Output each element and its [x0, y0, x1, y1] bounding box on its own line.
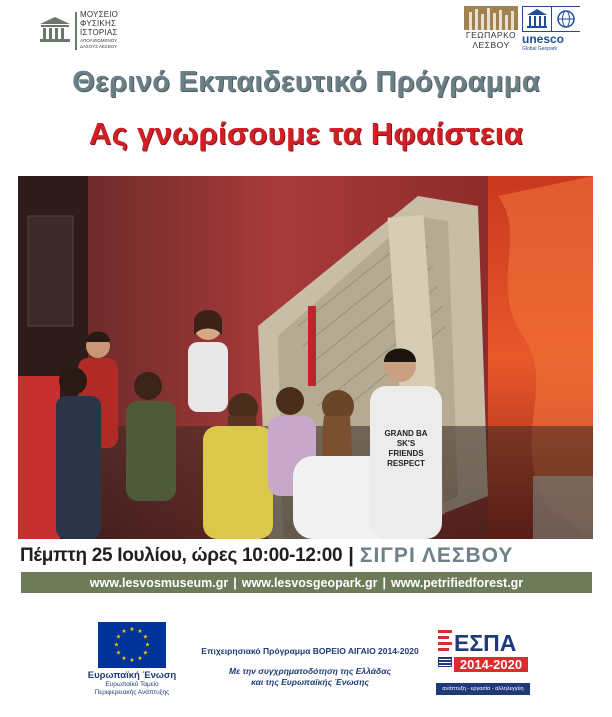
museum-name [80, 10, 118, 37]
museum-logo [38, 10, 158, 54]
geopark-name-line: ΓΕΩΠΑΡΚΟ [465, 30, 517, 40]
cofunding-statement [180, 666, 440, 688]
svg-text:★: ★ [129, 657, 135, 664]
unesco-badge [522, 6, 580, 32]
operational-program-block [180, 646, 440, 688]
program-subtitle: Ας γνωρίσουμε τα Ηφαίστεια [88, 116, 524, 151]
event-details [20, 543, 595, 569]
svg-text:★: ★ [142, 633, 149, 641]
svg-text:★: ★ [115, 633, 122, 641]
shirt-text-1: GRAND BA [384, 429, 428, 438]
museum-name-line: ΦΥΣΙΚΗΣ [80, 19, 117, 28]
eu-flag-icon [98, 622, 166, 668]
event-date-time: Πέμπτη 25 Ιουλίου, ώρες 10:00-12:00 [20, 545, 343, 566]
svg-text:★: ★ [137, 628, 143, 635]
geopark-name-line: ΛΕΣΒΟΥ [472, 40, 510, 50]
event-separator: | [348, 544, 354, 567]
websites-bar [21, 572, 592, 593]
espa-name: ΕΣΠΑ [454, 630, 517, 656]
eu-fund-line: Ευρωπαϊκό Ταμείο [105, 681, 159, 688]
museum-logo-divider [75, 12, 77, 50]
event-photo [18, 176, 593, 539]
espa-logo [436, 624, 532, 695]
website-separator: | [233, 575, 237, 590]
unesco-name: unesco [522, 32, 565, 46]
museum-subtitle [80, 38, 117, 49]
eu-fund-line: Περιφερειακής Ανάπτυξης [94, 689, 170, 696]
cofunding-line: Με την συγχρηματοδότηση της Ελλάδας [228, 666, 392, 676]
website-separator: | [382, 575, 386, 590]
shirt-text-2: SK'S [396, 439, 416, 448]
geopark-trees-icon [464, 6, 518, 30]
svg-text:★: ★ [144, 641, 151, 649]
museum-visit-photo [18, 176, 593, 539]
museum-name-line: ΜΟΥΣΕΙΟ [80, 10, 119, 19]
unesco-logo [522, 6, 580, 54]
svg-text:★: ★ [129, 626, 135, 633]
espa-years: 2014-2020 [459, 657, 523, 672]
svg-text:★: ★ [113, 641, 120, 649]
eu-name: Ευρωπαϊκή Ένωση [87, 670, 177, 681]
geopark-logo [464, 6, 518, 54]
website-link-museum[interactable]: www.lesvosmuseum.gr [89, 575, 229, 590]
svg-text:★: ★ [121, 628, 127, 635]
espa-logo-graphic [436, 624, 530, 678]
program-title: Θερινό Εκπαιδευτικό Πρόγραμμα [72, 66, 540, 98]
eu-logo-block [82, 622, 182, 697]
museum-building-icon [38, 16, 72, 42]
event-location: ΣΙΓΡΙ ΛΕΣΒΟΥ [359, 544, 514, 567]
svg-text:★: ★ [115, 649, 122, 657]
unesco-temple-icon [523, 7, 551, 31]
cofunding-line: και της Ευρωπαϊκής Ένωσης [251, 677, 369, 687]
svg-text:★: ★ [142, 649, 149, 657]
unesco-subtitle: Global Geopark [522, 46, 558, 52]
espa-tagline: ανάπτυξη - εργασία - αλληλεγγύη [436, 683, 530, 695]
shirt-text-4: RESPECT [387, 459, 425, 468]
museum-sub-line: ΔΑΣΟΥΣ ΛΕΣΒΟΥ [80, 43, 118, 49]
geopark-globe-icon [551, 7, 580, 31]
website-link-geopark[interactable]: www.lesvosgeopark.gr [241, 575, 378, 590]
museum-name-line: ΙΣΤΟΡΙΑΣ [80, 28, 118, 37]
museum-sub-line: ΑΠΟΛΙΘΩΜΕΝΟΥ [80, 38, 118, 43]
shirt-text-3: FRIENDS [388, 449, 424, 458]
eu-fund [82, 681, 182, 697]
website-link-petrified-forest[interactable]: www.petrifiedforest.gr [390, 575, 524, 590]
operational-program-name: Επιχειρησιακό Πρόγραμμα ΒΟΡΕΙΟ ΑΙΓΑΙΟ 2014-2020 [201, 646, 419, 656]
geopark-name [464, 30, 518, 50]
svg-text:★: ★ [121, 655, 127, 662]
svg-text:★: ★ [137, 655, 143, 662]
